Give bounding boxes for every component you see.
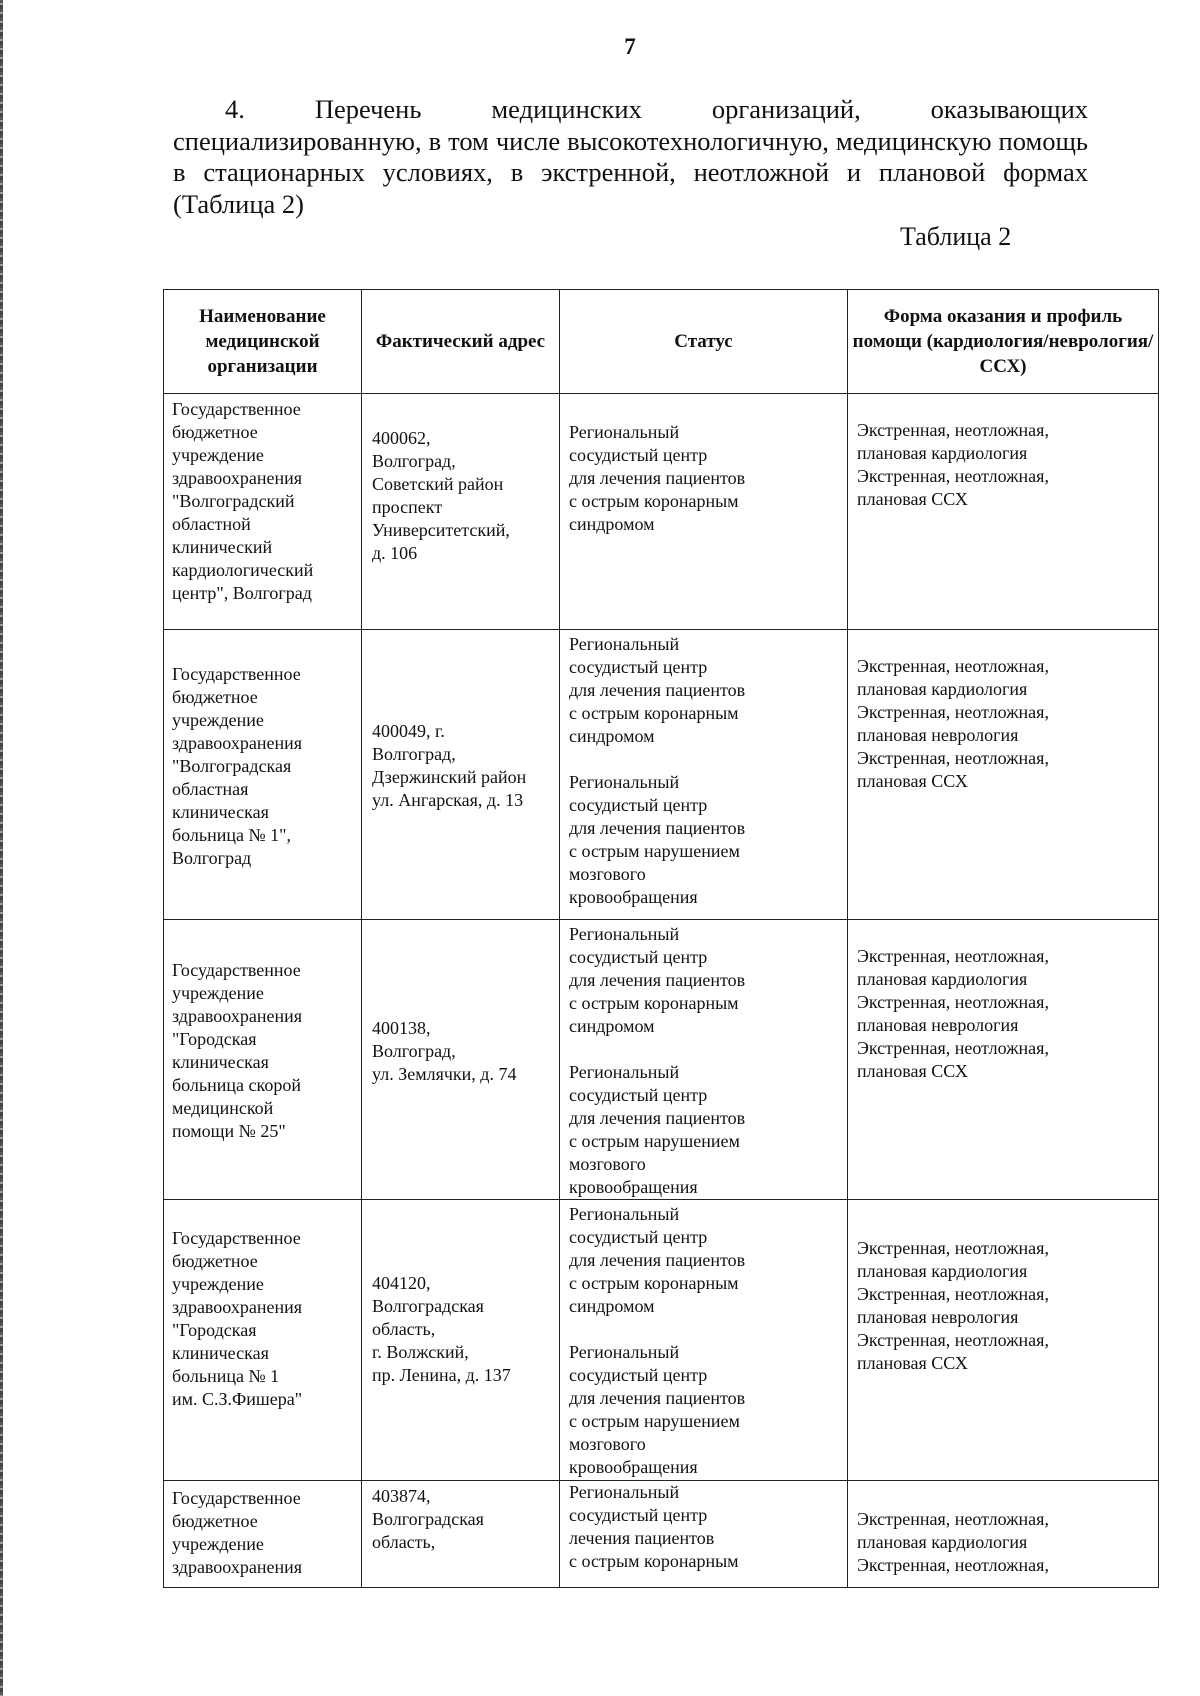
- table-row: [164, 630, 1159, 920]
- header-form-text: Форма оказания и профиль помощи (кардиология/неврология/ССХ): [852, 306, 1154, 377]
- header-address-text: Фактический адрес: [375, 331, 546, 352]
- org-status: Региональный сосудистый центр лечения пациентов с острым коронарным: [569, 1482, 739, 1571]
- org-form: Экстренная, неотложная, плановая кардиология Экстренная, неотложная, плановая неврология Экстренная, неотложная, плановая ССХ: [857, 946, 1049, 1081]
- cell-address: [362, 394, 560, 630]
- cell-form: [848, 920, 1159, 1200]
- org-name: Государственное бюджетное учреждение здравоохранения: [172, 1488, 303, 1577]
- org-name: Государственное бюджетное учреждение здравоохранения "Волгоградский областной клинический кардиологический центр", Волгоград: [172, 399, 314, 603]
- intro-paragraph: 4. Перечень медицинских организаций, оказывающих специализированную, в том числе высокотехнологичную, медицинскую помощь в стационарных условиях, в экстренной, неотложной и плановой формах (Таблица 2): [173, 94, 1088, 219]
- org-status: Региональный сосудистый центр для лечения пациентов с острым коронарным синдромом Региональный сосудистый центр для лечения пациентов с острым нарушением мозгового кровообращения: [569, 924, 746, 1197]
- org-name: Государственное бюджетное учреждение здравоохранения "Волгоградская областная клиническая больница № 1", Волгоград: [172, 664, 303, 868]
- org-name: Государственное учреждение здравоохранения "Городская клиническая больница скорой медицинской помощи № 25": [172, 960, 303, 1141]
- cell-form: [848, 1481, 1159, 1588]
- cell-name: [164, 394, 362, 630]
- page-number: 7: [624, 34, 636, 59]
- table-row: [164, 394, 1159, 630]
- cell-status: [560, 630, 848, 920]
- org-form: Экстренная, неотложная, плановая кардиология Экстренная, неотложная, плановая неврология Экстренная, неотложная, плановая ССХ: [857, 656, 1049, 791]
- table-row: [164, 1200, 1159, 1481]
- cell-name: [164, 920, 362, 1200]
- scan-edge: [0, 0, 3, 1696]
- cell-name: [164, 1481, 362, 1588]
- org-address: 403874, Волгоградская область,: [372, 1486, 484, 1552]
- table-header-row: [164, 290, 1159, 394]
- cell-address: [362, 920, 560, 1200]
- cell-address: [362, 1200, 560, 1481]
- cell-form: [848, 394, 1159, 630]
- cell-status: [560, 920, 848, 1200]
- table-caption: Таблица 2: [900, 222, 1012, 251]
- table-row: [164, 1481, 1159, 1588]
- org-address: 400049, г. Волгоград, Дзержинский район ул. Ангарская, д. 13: [372, 721, 527, 810]
- cell-form: [848, 630, 1159, 920]
- org-form: Экстренная, неотложная, плановая кардиология Экстренная, неотложная, плановая ССХ: [857, 420, 1049, 509]
- header-status: [560, 290, 848, 394]
- org-form: Экстренная, неотложная, плановая кардиология Экстренная, неотложная, плановая неврология Экстренная, неотложная, плановая ССХ: [857, 1238, 1049, 1373]
- cell-name: [164, 630, 362, 920]
- cell-form: [848, 1200, 1159, 1481]
- cell-address: [362, 630, 560, 920]
- header-name: [164, 290, 362, 394]
- cell-status: [560, 1200, 848, 1481]
- cell-status: [560, 394, 848, 630]
- cell-name: [164, 1200, 362, 1481]
- org-status: Региональный сосудистый центр для лечения пациентов с острым коронарным синдромом Региональный сосудистый центр для лечения пациентов с острым нарушением мозгового кровообращения: [569, 634, 746, 907]
- org-address: 400062, Волгоград, Советский район проспект Университетский, д. 106: [372, 428, 510, 563]
- org-address: 404120, Волгоградская область, г. Волжский, пр. Ленина, д. 137: [372, 1273, 511, 1385]
- header-status-text: Статус: [674, 331, 733, 352]
- header-address: [362, 290, 560, 394]
- cell-address: [362, 1481, 560, 1588]
- cell-status: [560, 1481, 848, 1588]
- org-status: Региональный сосудистый центр для лечения пациентов с острым коронарным синдромом: [569, 422, 746, 534]
- header-name-text: Наименование медицинской организации: [199, 306, 326, 377]
- org-status: Региональный сосудистый центр для лечения пациентов с острым коронарным синдромом Региональный сосудистый центр для лечения пациентов с острым нарушением мозгового кровообращения: [569, 1204, 746, 1477]
- org-name: Государственное бюджетное учреждение здравоохранения "Городская клиническая больница № 1 им. С.З.Фишера": [172, 1228, 303, 1409]
- header-form: [848, 290, 1159, 394]
- table-row: [164, 920, 1159, 1200]
- organizations-table: [163, 289, 1159, 1588]
- org-address: 400138, Волгоград, ул. Землячки, д. 74: [372, 1018, 517, 1084]
- org-form: Экстренная, неотложная, плановая кардиология Экстренная, неотложная,: [857, 1509, 1049, 1575]
